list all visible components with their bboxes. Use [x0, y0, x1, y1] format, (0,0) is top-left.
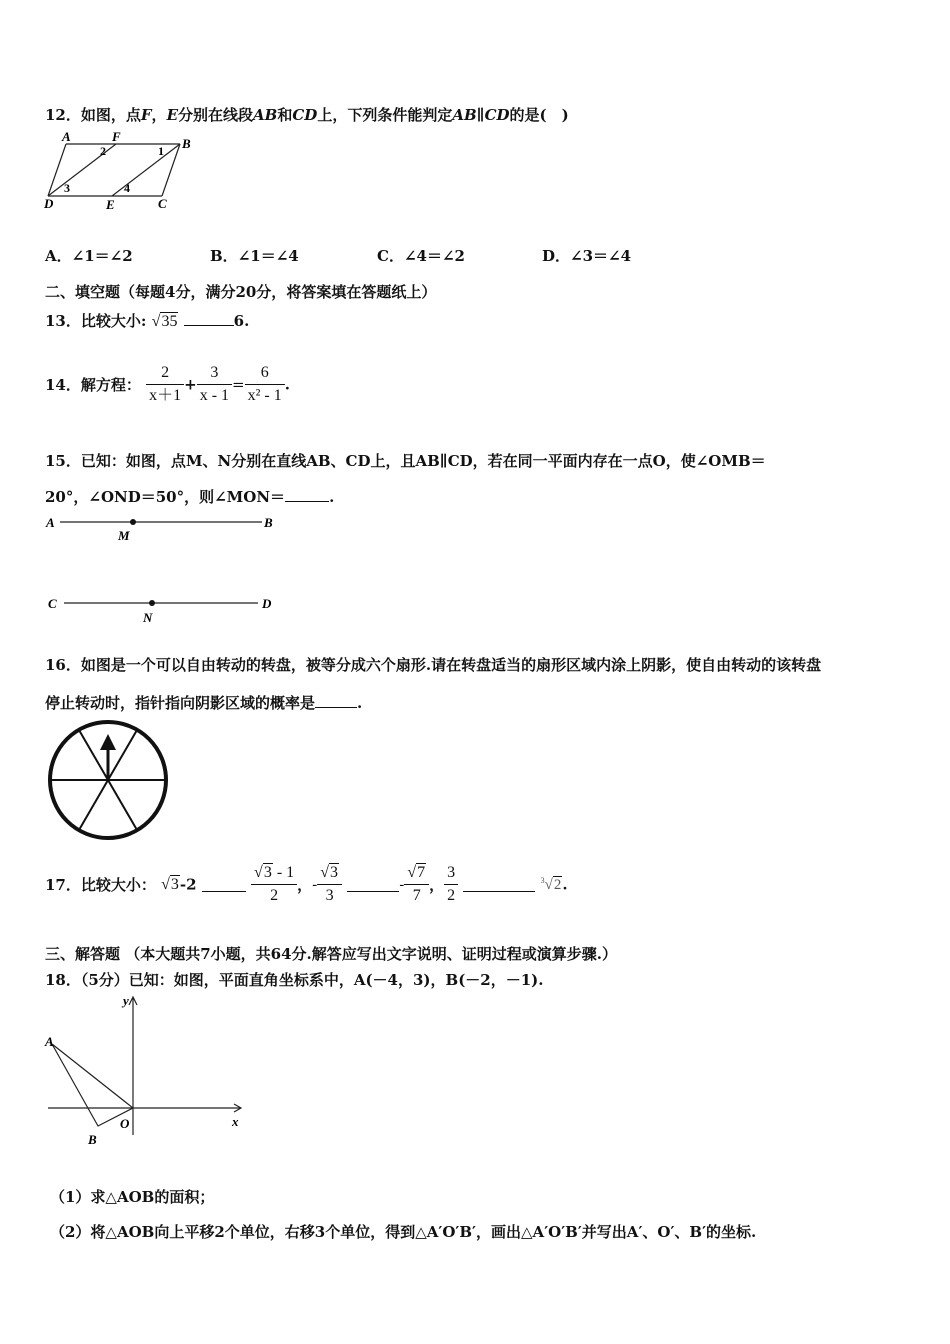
q18-intro: 18．（5分）已知：如图，平面直角坐标系中，A(－4，3)，B(－2，－1).: [45, 971, 544, 989]
q16-line2: 停止转动时，指针指向阴影区域的概率是 .: [45, 694, 363, 712]
q13: 13．比较大小: √35 6.: [45, 312, 250, 330]
fig18-label-A: A: [45, 1034, 54, 1049]
q17-fraction-3: $\frac{√7}{7}$: [404, 862, 429, 907]
fig18-label-O: O: [120, 1116, 130, 1131]
section-2-title: 二、填空题（每题4分，满分20分，将答案填在答题纸上）: [45, 283, 437, 301]
fig15-label-C: C: [48, 596, 57, 611]
q17-blank-2[interactable]: [347, 877, 399, 892]
q12-option-b: B．∠1＝∠4: [210, 247, 299, 265]
fig18-label-y: y: [123, 993, 129, 1008]
fig12-label-A: A: [62, 130, 71, 144]
fig18-label-x: x: [232, 1114, 239, 1129]
q14-fraction-1: $\frac{2}{x+1}$: [146, 362, 184, 407]
fig12-label-B: B: [182, 136, 191, 151]
fig15-label-D: D: [262, 596, 272, 611]
q12-option-a: A．∠1＝∠2: [45, 247, 133, 265]
q18-coordinate-figure: [40, 990, 255, 1150]
q17-cube-root: $^3$√2: [540, 875, 562, 893]
fig12-angle-4: 4: [124, 181, 130, 195]
q12-option-c: C．∠4＝∠2: [377, 247, 465, 265]
q17-fraction-1: $\frac{√3 - 1}{2}$: [251, 862, 297, 907]
q16-spinner-figure: [44, 718, 174, 844]
fig15-label-B: B: [264, 515, 273, 530]
fig15-label-A: A: [46, 515, 55, 530]
q17-blank-1[interactable]: [202, 877, 246, 892]
q14-fraction-3: $\frac{6}{\text{x² - 1}}$: [245, 362, 285, 407]
q14-fraction-2: $\frac{3}{x - 1}$: [197, 362, 232, 407]
q16-answer-blank[interactable]: [315, 693, 357, 708]
q17-fraction-4: $\frac{3}{2}$: [444, 862, 458, 907]
fig12-angle-1: 1: [158, 144, 164, 158]
q18-sub-question-2: （2）将△AOB向上平移2个单位，右移3个单位，得到△A′O′B′，画出△A′O′B′并写出A′、O′、B′的坐标.: [50, 1223, 757, 1241]
fig12-label-D: D: [44, 196, 54, 211]
q13-answer-blank[interactable]: [184, 311, 234, 326]
fig12-angle-2: 2: [100, 144, 106, 158]
fig18-label-B: B: [88, 1132, 97, 1147]
q14: 14．解方程： $\frac{2}{x+1}$ + $\frac{3}{x - 1}$ = $\frac{6}{\text{x² - 1}}$ .: [45, 362, 290, 407]
q17-blank-3[interactable]: [463, 877, 535, 892]
q15-line1: 15．已知：如图，点M、N分别在直线AB、CD上，且AB∥CD，若在同一平面内存在一点O，使∠OMB＝: [45, 452, 766, 470]
q17-sqrt3: √3: [161, 875, 179, 893]
q12-stem: 12．如图，点F，E分别在线段AB和CD上，下列条件能判定AB∥CD的是( ): [45, 106, 569, 124]
q18-sub-question-1: （1）求△AOB的面积；: [50, 1188, 215, 1206]
q15-parallel-lines-figure: [40, 510, 290, 630]
q15-line2: 20°，∠OND＝50°，则∠MON＝ .: [45, 488, 335, 506]
section-3-title: 三、解答题 （本大题共7小题，共64分.解答应写出文字说明、证明过程或演算步骤.）: [45, 945, 617, 963]
q12-parallelogram-figure: [40, 130, 200, 212]
q17: 17．比较大小： √3-2 $\frac{√3 - 1}{2}$ ，- $\frac{√3}{3}$ - $\frac{√7}{7}$ ， $\frac{3}{2}$ $^3$√2.: [45, 862, 568, 912]
q16-line1: 16．如图是一个可以自由转动的转盘，被等分成六个扇形.请在转盘适当的扇形区域内涂上阴影，使自由转动的该转盘: [45, 656, 822, 674]
fig12-label-F: F: [112, 130, 121, 144]
fig15-label-M: M: [118, 528, 130, 543]
q15-answer-blank[interactable]: [285, 487, 329, 502]
fig12-label-C: C: [158, 196, 167, 211]
q13-sqrt: √35: [151, 313, 178, 330]
fig15-label-N: N: [143, 610, 153, 625]
q12-option-d: D．∠3＝∠4: [542, 247, 632, 265]
q17-fraction-2: $\frac{√3}{3}$: [317, 862, 342, 907]
fig12-label-E: E: [106, 197, 115, 212]
fig12-angle-3: 3: [64, 181, 70, 195]
